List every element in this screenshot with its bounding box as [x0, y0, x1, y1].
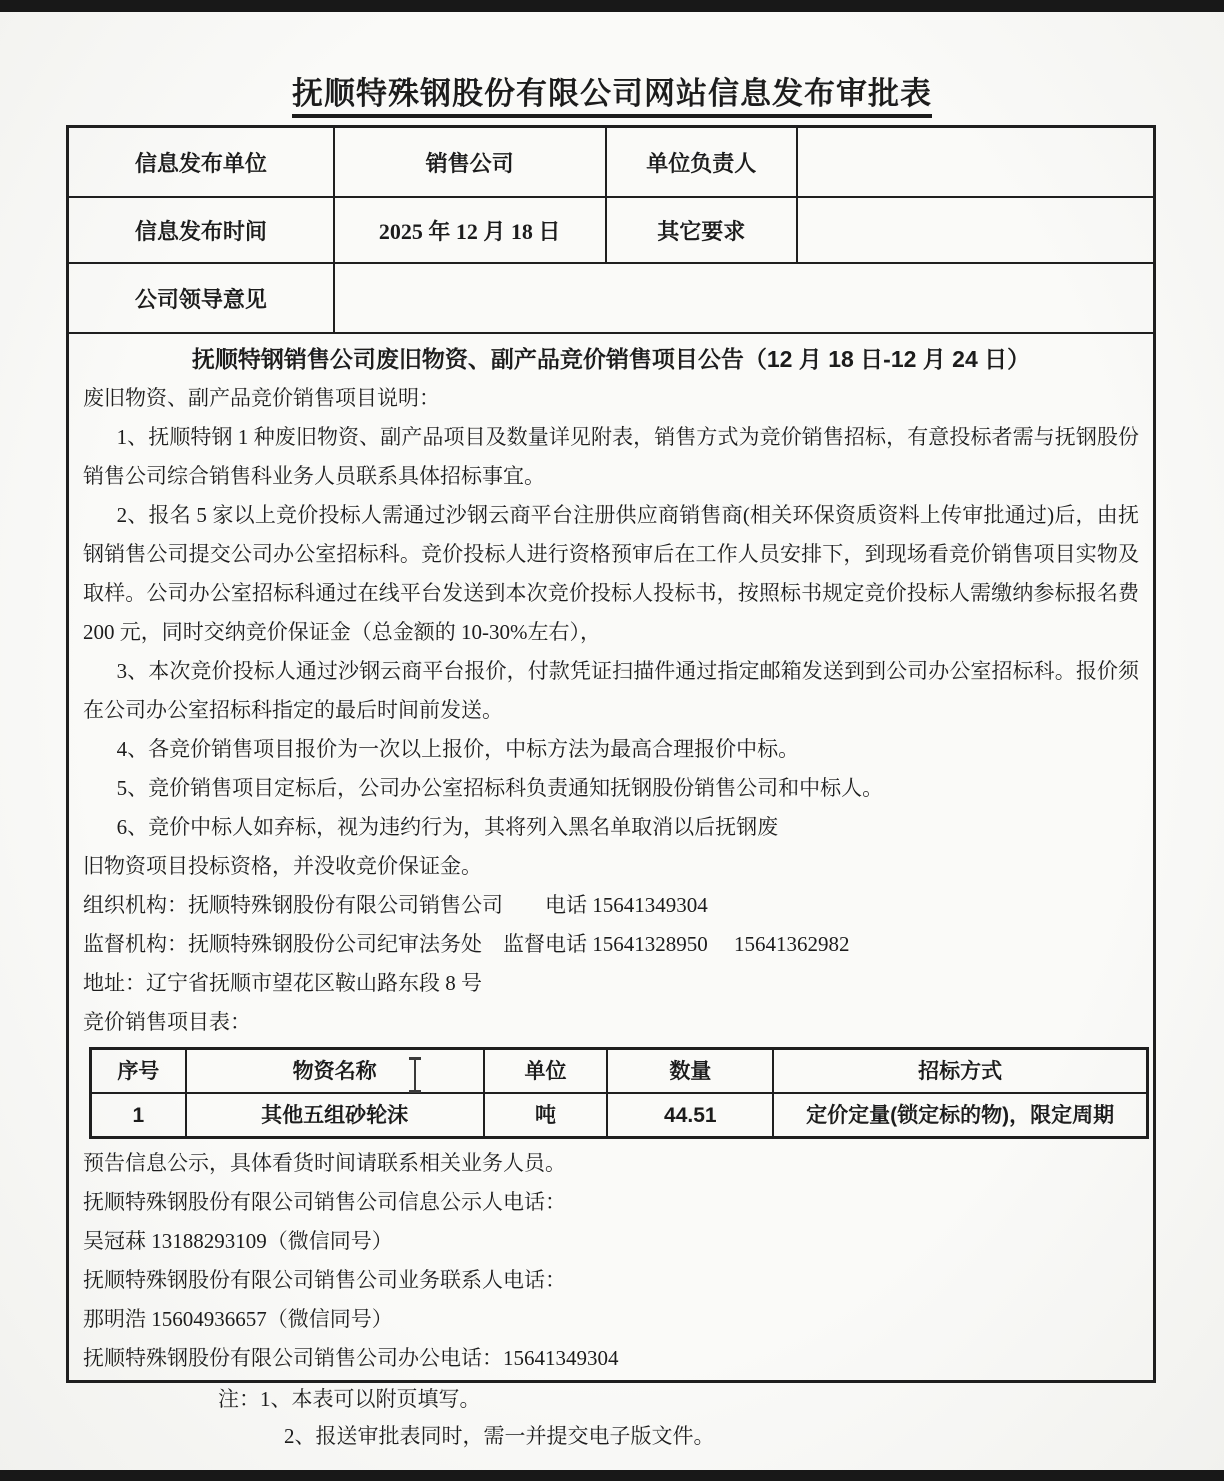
cell-unit: 吨: [484, 1093, 608, 1138]
footnote-2: 2、报送审批表同时，需一并提交电子版文件。: [284, 1424, 715, 1448]
label-unit-leader: 单位负责人: [606, 127, 797, 198]
project-table-header-row: [91, 1049, 1148, 1094]
label-leader-opinion: 公司领导意见: [68, 263, 334, 333]
public-contact-label: 抚顺特殊钢股份有限公司销售公司信息公示人电话：: [83, 1190, 566, 1214]
business-contact-label: 抚顺特殊钢股份有限公司销售公司业务联系人电话：: [83, 1268, 566, 1292]
footnote-1: 注：1、本表可以附页填写。: [218, 1387, 481, 1411]
form-row-announcement: [68, 333, 1155, 1382]
top-black-bar: [0, 0, 1224, 12]
approval-form-table: [66, 125, 1156, 1383]
cell-serial-number: 1: [91, 1093, 186, 1138]
announcement-item-6: 6、竞价中标人如弃标，视为违约行为，其将列入黑名单取消以后抚钢废: [116, 815, 779, 839]
page-title-text: 抚顺特殊钢股份有限公司网站信息发布审批表: [292, 76, 932, 118]
value-publish-time: 2025 年 12 月 18 日: [334, 197, 606, 263]
value-other-requirements: [797, 197, 1155, 263]
notice-line: 预告信息公示，具体看货时间请联系相关业务人员。: [83, 1151, 566, 1175]
form-row-publish-time: [68, 197, 1155, 263]
organizer-line: 组织机构：抚顺特殊钢股份有限公司销售公司 电话 15641349304: [83, 893, 708, 917]
text-cursor-icon: [409, 1057, 421, 1093]
label-publish-time: 信息发布时间: [68, 197, 334, 263]
footnotes: [68, 1381, 1158, 1455]
announcement-item-2: 2、报名 5 家以上竞价投标人需通过沙钢云商平台注册供应商销售商(相关环保资质资料上传审批通过)后，由抚钢销售公司提交公司办公室招标科。竞价投标人进行资格预审后在工作人员安排下，到现场看竞价销售项目实物及取样。公司办公室招标科通过在线平台发送到本次竞价投标人投标书，按照标书规定竞价投标人需缴纳参标报名费 200 元，同时交纳竞价保证金（总金额的 10-30%左右），: [83, 503, 1139, 644]
announcement-item-1: 1、抚顺特钢 1 种废旧物资、副产品项目及数量详见附表，销售方式为竞价销售招标，有意投标者需与抚钢股份销售公司综合销售科业务人员联系具体招标事宜。: [83, 425, 1139, 488]
project-table-label: 竞价销售项目表：: [83, 1010, 251, 1034]
project-table-data-row: [91, 1093, 1148, 1138]
announcement-heading: 抚顺特钢销售公司废旧物资、副产品竞价销售项目公告（12 月 18 日-12 月 24 日）: [191, 346, 1031, 372]
value-unit-leader: [797, 127, 1155, 198]
bottom-black-bar: [0, 1470, 1224, 1481]
announcement-item-5: 5、竞价销售项目定标后，公司办公室招标科负责通知抚钢股份销售公司和中标人。: [116, 776, 884, 800]
bidding-project-table: [89, 1047, 1149, 1139]
value-leader-opinion: [334, 263, 1155, 333]
address-line: 地址：辽宁省抚顺市望花区鞍山路东段 8 号: [83, 971, 482, 995]
office-phone-line: 抚顺特殊钢股份有限公司销售公司办公电话：15641349304: [83, 1346, 619, 1370]
announcement-intro: 废旧物资、副产品竞价销售项目说明：: [83, 386, 440, 410]
announcement-item-3: 3、本次竞价投标人通过沙钢云商平台报价，付款凭证扫描件通过指定邮箱发送到到公司办公室招标科。报价须在公司办公室招标科指定的最后时间前发送。: [83, 659, 1139, 722]
label-publish-unit: 信息发布单位: [68, 127, 334, 198]
cell-bid-method: 定价定量(锁定标的物)，限定周期: [773, 1093, 1147, 1138]
label-other-requirements: 其它要求: [606, 197, 797, 263]
header-unit: 单位: [484, 1049, 608, 1094]
header-bid-method: 招标方式: [773, 1049, 1147, 1094]
announcement-item-4: 4、各竞价销售项目报价为一次以上报价，中标方法为最高合理报价中标。: [116, 737, 800, 761]
business-contact: 那明浩 15604936657（微信同号）: [83, 1307, 393, 1331]
header-material-name-text: 物资名称: [292, 1059, 377, 1083]
header-material-name: [186, 1049, 484, 1094]
announcement-cell: [68, 333, 1155, 1382]
form-row-leader-opinion: [68, 263, 1155, 333]
value-publish-unit: 销售公司: [334, 127, 606, 198]
supervisor-line: 监督机构：抚顺特殊钢股份公司纪审法务处 监督电话 15641328950 15641362982: [83, 932, 850, 956]
header-quantity: 数量: [607, 1049, 773, 1094]
header-serial-number: 序号: [91, 1049, 186, 1094]
page-title: [0, 68, 1224, 113]
announcement-item-6-continuation: 旧物资项目投标资格，并没收竞价保证金。: [83, 854, 482, 878]
cell-quantity: 44.51: [607, 1093, 773, 1138]
cell-material-name: 其他五组砂轮沫: [186, 1093, 484, 1138]
form-row-publish-unit: [68, 127, 1155, 198]
public-contact: 吴冠菻 13188293109（微信同号）: [83, 1229, 393, 1253]
